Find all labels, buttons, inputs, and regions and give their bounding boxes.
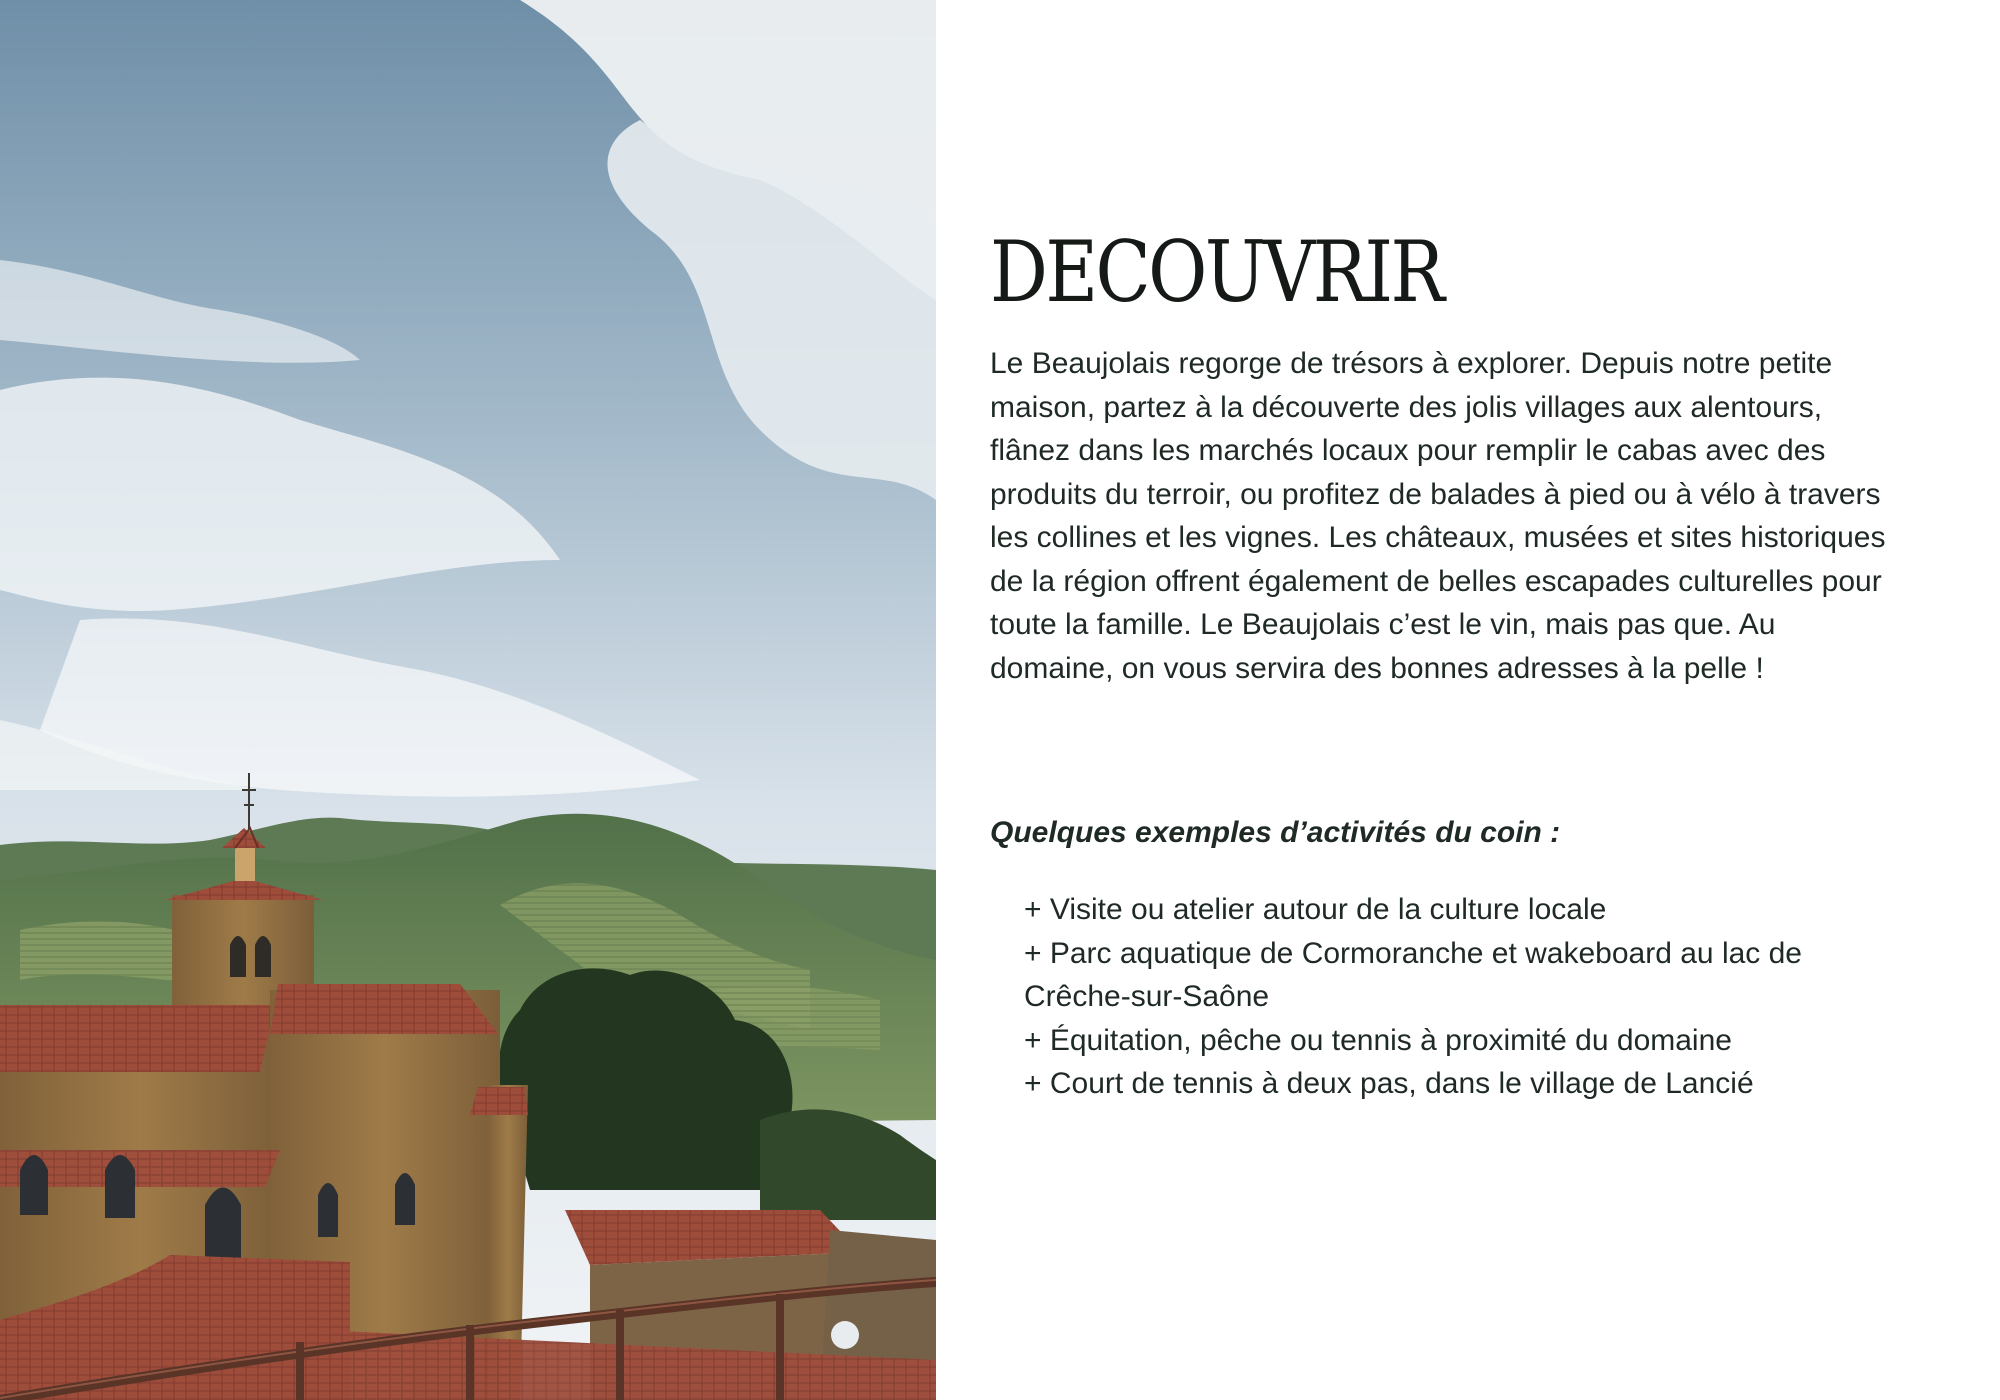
- page-title: DECOUVRIR: [990, 223, 1443, 321]
- beaujolais-village-photo: [0, 0, 936, 1400]
- activities-list: [990, 888, 1890, 1106]
- village-landscape-illustration: [0, 0, 936, 1400]
- activity-item: + Équitation, pêche ou tennis à proximité du domaine: [1024, 1023, 1732, 1057]
- activity-item: + Parc aquatique de Cormoranche et wakeboard au lac de Crêche-sur-Saône: [1024, 936, 1802, 1013]
- activities-heading: Quelques exemples d’activités du coin :: [990, 816, 1561, 849]
- intro-paragraph: Le Beaujolais regorge de trésors à explorer. Depuis notre petite maison, partez à la découverte des jolis villages aux alentours, flânez dans les marchés locaux pour remplir le cabas avec des produits du terroir, ou profitez de balades à pied ou à vélo à travers les collines et les vignes. Les châteaux, musées et sites historiques de la région offrent également de belles escapades culturelles pour toute la famille. Le Beaujolais c’est le vin, mais pas que. Au domaine, on vous servira des bonnes adresses à la pelle !: [990, 347, 1886, 685]
- activity-item: + Visite ou atelier autour de la culture locale: [1024, 893, 1607, 926]
- activity-item: + Court de tennis à deux pas, dans le village de Lancié: [1024, 1067, 1754, 1100]
- text-column: [990, 223, 1890, 1106]
